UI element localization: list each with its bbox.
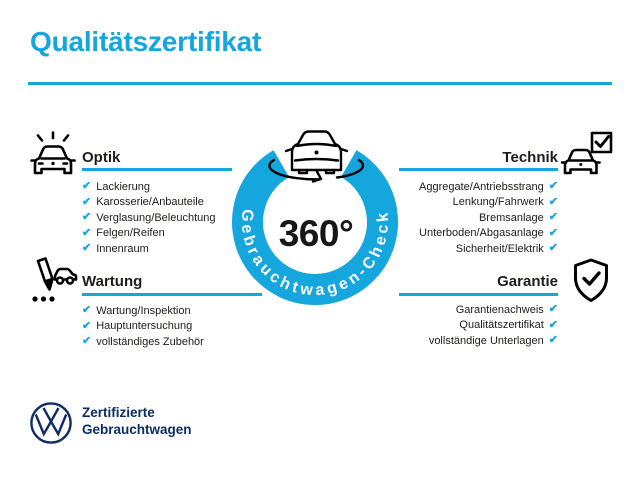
check-icon: ✔ — [548, 226, 558, 239]
list-item — [82, 319, 204, 335]
footer-claim-line2: Gebrauchtwagen — [82, 421, 192, 437]
list-item — [456, 241, 558, 257]
check-icon: ✔ — [82, 211, 92, 224]
item-label: vollständige Unterlagen — [428, 334, 544, 347]
item-label: Garantienachweis — [455, 303, 544, 316]
list-item — [82, 226, 215, 242]
car-rotation-icon — [269, 132, 363, 182]
car-shine-icon — [28, 130, 78, 182]
check-icon: ✔ — [548, 211, 558, 224]
ring-shape — [248, 164, 383, 290]
item-label: Felgen/Reifen — [96, 227, 165, 240]
list-item — [453, 195, 558, 211]
list-item — [82, 334, 204, 350]
check-icon: ✔ — [548, 318, 558, 331]
list-item — [82, 210, 215, 226]
list-item — [82, 179, 215, 195]
service-checklist-icon — [26, 256, 78, 308]
check-icon: ✔ — [548, 195, 558, 208]
section-title-wartung: Wartung — [82, 273, 143, 290]
check-icon: ✔ — [82, 319, 92, 332]
technik-checklist — [419, 179, 558, 257]
section-title-technik: Technik — [502, 149, 558, 166]
item-label: Karosserie/Anbauteile — [96, 196, 204, 209]
title-divider — [28, 82, 612, 85]
check-icon: ✔ — [548, 334, 558, 347]
degree-label: 360° — [278, 213, 354, 254]
item-label: Qualitätszertifikat — [459, 319, 544, 332]
item-label: Unterboden/Abgasanlage — [419, 227, 544, 240]
check-icon: ✔ — [82, 226, 92, 239]
car-check-icon — [561, 129, 615, 181]
item-label: vollständiges Zubehör — [96, 335, 204, 348]
item-label: Bremsanlage — [478, 211, 544, 224]
item-label: Aggregate/Antriebsstrang — [419, 180, 544, 193]
item-label: Sicherheit/Elektrik — [455, 242, 544, 255]
list-item — [82, 241, 215, 257]
ring-label: Gebrauchtwagen-Check — [237, 208, 393, 300]
technik-underline — [399, 168, 558, 171]
check-icon: ✔ — [548, 180, 558, 193]
check-icon: ✔ — [82, 195, 92, 208]
svg-text:Gebrauchtwagen-Check — [238, 209, 393, 300]
wartung-checklist — [82, 303, 204, 350]
garantie-underline — [399, 293, 558, 296]
list-item — [82, 195, 215, 211]
list-item — [456, 302, 558, 318]
list-item — [429, 333, 558, 349]
item-label: Innenraum — [96, 242, 149, 255]
wartung-underline — [82, 293, 262, 296]
footer-claim — [82, 405, 192, 438]
garantie-checklist — [429, 302, 558, 349]
check-icon: ✔ — [82, 242, 92, 255]
check-icon: ✔ — [548, 303, 558, 316]
check-icon: ✔ — [82, 304, 92, 317]
page-title: Qualitätszertifikat — [30, 26, 262, 57]
optik-underline — [82, 168, 232, 171]
item-label: Hauptuntersuchung — [96, 320, 193, 333]
check-icon: ✔ — [82, 180, 92, 193]
section-title-optik: Optik — [82, 149, 121, 166]
shield-check-icon — [570, 257, 612, 307]
section-title-garantie: Garantie — [497, 273, 558, 290]
vw-logo — [29, 401, 73, 445]
list-item — [459, 318, 558, 334]
check-icon: ✔ — [82, 335, 92, 348]
item-label: Lenkung/Fahrwerk — [452, 196, 544, 209]
list-item — [419, 226, 558, 242]
item-label: Wartung/Inspektion — [96, 304, 191, 317]
list-item — [479, 210, 558, 226]
item-label: Lackierung — [96, 180, 151, 193]
list-item — [82, 303, 204, 319]
optik-checklist — [82, 179, 215, 257]
check-icon: ✔ — [548, 242, 558, 255]
item-label: Verglasung/Beleuchtung — [96, 211, 216, 224]
footer-claim-line1: Zertifizierte — [82, 405, 155, 420]
list-item — [419, 179, 558, 195]
